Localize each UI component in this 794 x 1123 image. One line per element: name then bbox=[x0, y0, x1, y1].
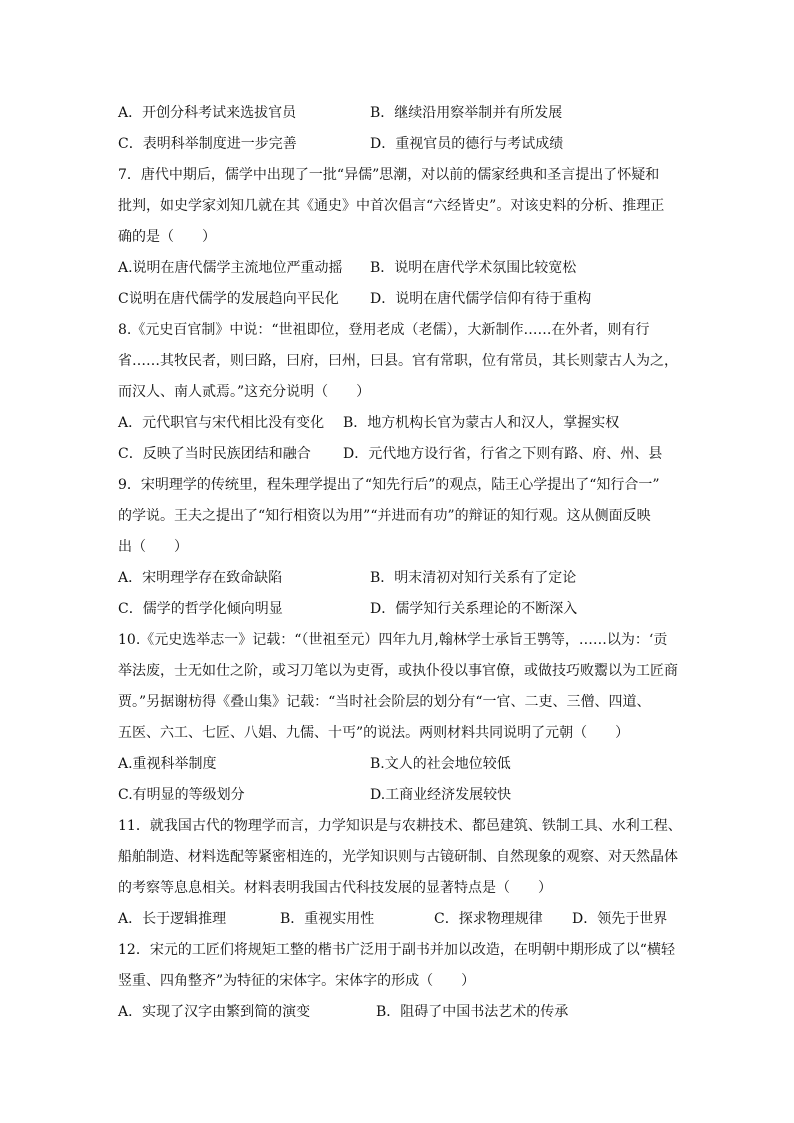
q10-stem-line-3: 贾。”另据谢枋得《叠山集》记载：“当时社会阶层的划分有“一官、二吏、三僧、四道、 bbox=[118, 694, 651, 710]
q9-stem-line-3: 出（ ） bbox=[118, 539, 188, 555]
q8-stem-line-3: 而汉人、南人贰焉。”这充分说明（ ） bbox=[118, 384, 371, 400]
q7-stem-line-2: 批判，如史学家刘知几就在其《通史》中首次倡言“六经皆史”。对该史料的分析、推理正 bbox=[118, 198, 665, 214]
q12-option-a: A．实现了汉字由繁到简的演变 bbox=[118, 1004, 311, 1020]
q9-option-c: C．儒学的哲学化倾向明显 bbox=[118, 601, 283, 617]
q10-option-b: B.文人的社会地位较低 bbox=[370, 756, 511, 772]
q10-stem-line-2: 举法废，士无如仕之阶，或习刀笔以为吏胥，或执仆役以事官僚，或做技巧败鬻以为工匠商 bbox=[118, 663, 678, 679]
q9-stem-line-1: 9．宋明理学的传统里，程朱理学提出了“知先行后”的观点，陆王心学提出了“知行合一” bbox=[118, 477, 660, 493]
q12-stem-line-1: 12．宋元的工匠们将规矩工整的楷书广泛用于副书并加以改造，在明朝中期形成了以“横轻 bbox=[118, 942, 675, 958]
q11-stem-line-2: 船舶制造、材料选配等紧密相连的，光学知识则与古镜研制、自然现象的观察、对天然晶体 bbox=[118, 849, 678, 865]
q8-stem-line-2: 省……其牧民者，则曰路，曰府，曰州，曰县。官有常职，位有常员，其长则蒙古人为之， bbox=[118, 353, 678, 369]
q8-option-a: A．元代职官与宋代相比没有变化 bbox=[118, 415, 325, 431]
q9-stem-line-2: 的学说。王夫之提出了“知行相资以为用”“并进而有功”的辩证的知行观。这从侧面反映 bbox=[118, 508, 651, 524]
q10-option-c: C.有明显的等级划分 bbox=[118, 787, 245, 803]
q8-option-b: B．地方机构长官为蒙古人和汉人，掌握实权 bbox=[343, 415, 620, 431]
q10-stem-line-1: 10.《元史选举志一》记载：“（世祖至元）四年九月,翰林学士承旨王鹗等，……以为：‘贡 bbox=[118, 632, 668, 648]
q7-option-a: A.说明在唐代儒学主流地位严重动摇 bbox=[118, 260, 343, 276]
q12-option-b: B．阻碍了中国书法艺术的传承 bbox=[376, 1004, 569, 1020]
q11-option-a: A．长于逻辑推理 bbox=[118, 911, 227, 927]
q7-stem-line-3: 确的是（ ） bbox=[118, 229, 216, 245]
q12-stem-line-2: 竖重、四角整齐”为特征的宋体字。宋体字的形成（ ） bbox=[118, 973, 476, 989]
q8-option-c: C．反映了当时民族团结和融合 bbox=[118, 446, 311, 462]
q11-option-b: B．重视实用性 bbox=[280, 911, 375, 927]
q6-option-a: A．开创分科考试来选拔官员 bbox=[118, 105, 297, 121]
q11-option-c: C．探求物理规律 bbox=[434, 911, 543, 927]
q9-option-d: D．儒学知行关系理论的不断深入 bbox=[370, 601, 578, 617]
q9-option-a: A．宋明理学存在致命缺陷 bbox=[118, 570, 283, 586]
q11-option-d: D．领先于世界 bbox=[572, 911, 668, 927]
q10-stem-line-4: 五医、六工、七匠、八娼、九儒、十丐”的说法。两则材料共同说明了元朝（ ） bbox=[118, 725, 630, 741]
q6-option-b: B．继续沿用察举制并有所发展 bbox=[370, 105, 563, 121]
q11-stem-line-1: 11．就我国古代的物理学而言，力学知识是与农耕技术、都邑建筑、铁制工具、水利工程、 bbox=[118, 818, 682, 834]
q10-option-d: D.工商业经济发展较快 bbox=[370, 787, 512, 803]
q10-option-a: A.重视科举制度 bbox=[118, 756, 217, 772]
q7-option-d: D．说明在唐代儒学信仰有待于重构 bbox=[370, 291, 592, 307]
q8-stem-line-1: 8.《元史百官制》中说：“世祖即位，登用老成（老儒），大新制作……在外者，则有行 bbox=[118, 322, 650, 338]
q6-option-c: C．表明科举制度进一步完善 bbox=[118, 136, 297, 152]
q7-option-c: C说明在唐代儒学的发展趋向平民化 bbox=[118, 291, 339, 307]
q9-option-b: B．明末清初对知行关系有了定论 bbox=[370, 570, 577, 586]
q8-option-d: D．元代地方设行省，行省之下则有路、府、州、县 bbox=[343, 446, 663, 462]
q6-option-d: D．重视官员的德行与考试成绩 bbox=[370, 136, 564, 152]
q7-option-b: B．说明在唐代学术氛围比较宽松 bbox=[370, 260, 577, 276]
q7-stem-line-1: 7．唐代中期后，儒学中出现了一批“异儒”思潮，对以前的儒家经典和圣言提出了怀疑和 bbox=[118, 167, 660, 183]
q11-stem-line-3: 的考察等息息相关。材料表明我国古代科技发展的显著特点是（ ） bbox=[118, 880, 552, 896]
